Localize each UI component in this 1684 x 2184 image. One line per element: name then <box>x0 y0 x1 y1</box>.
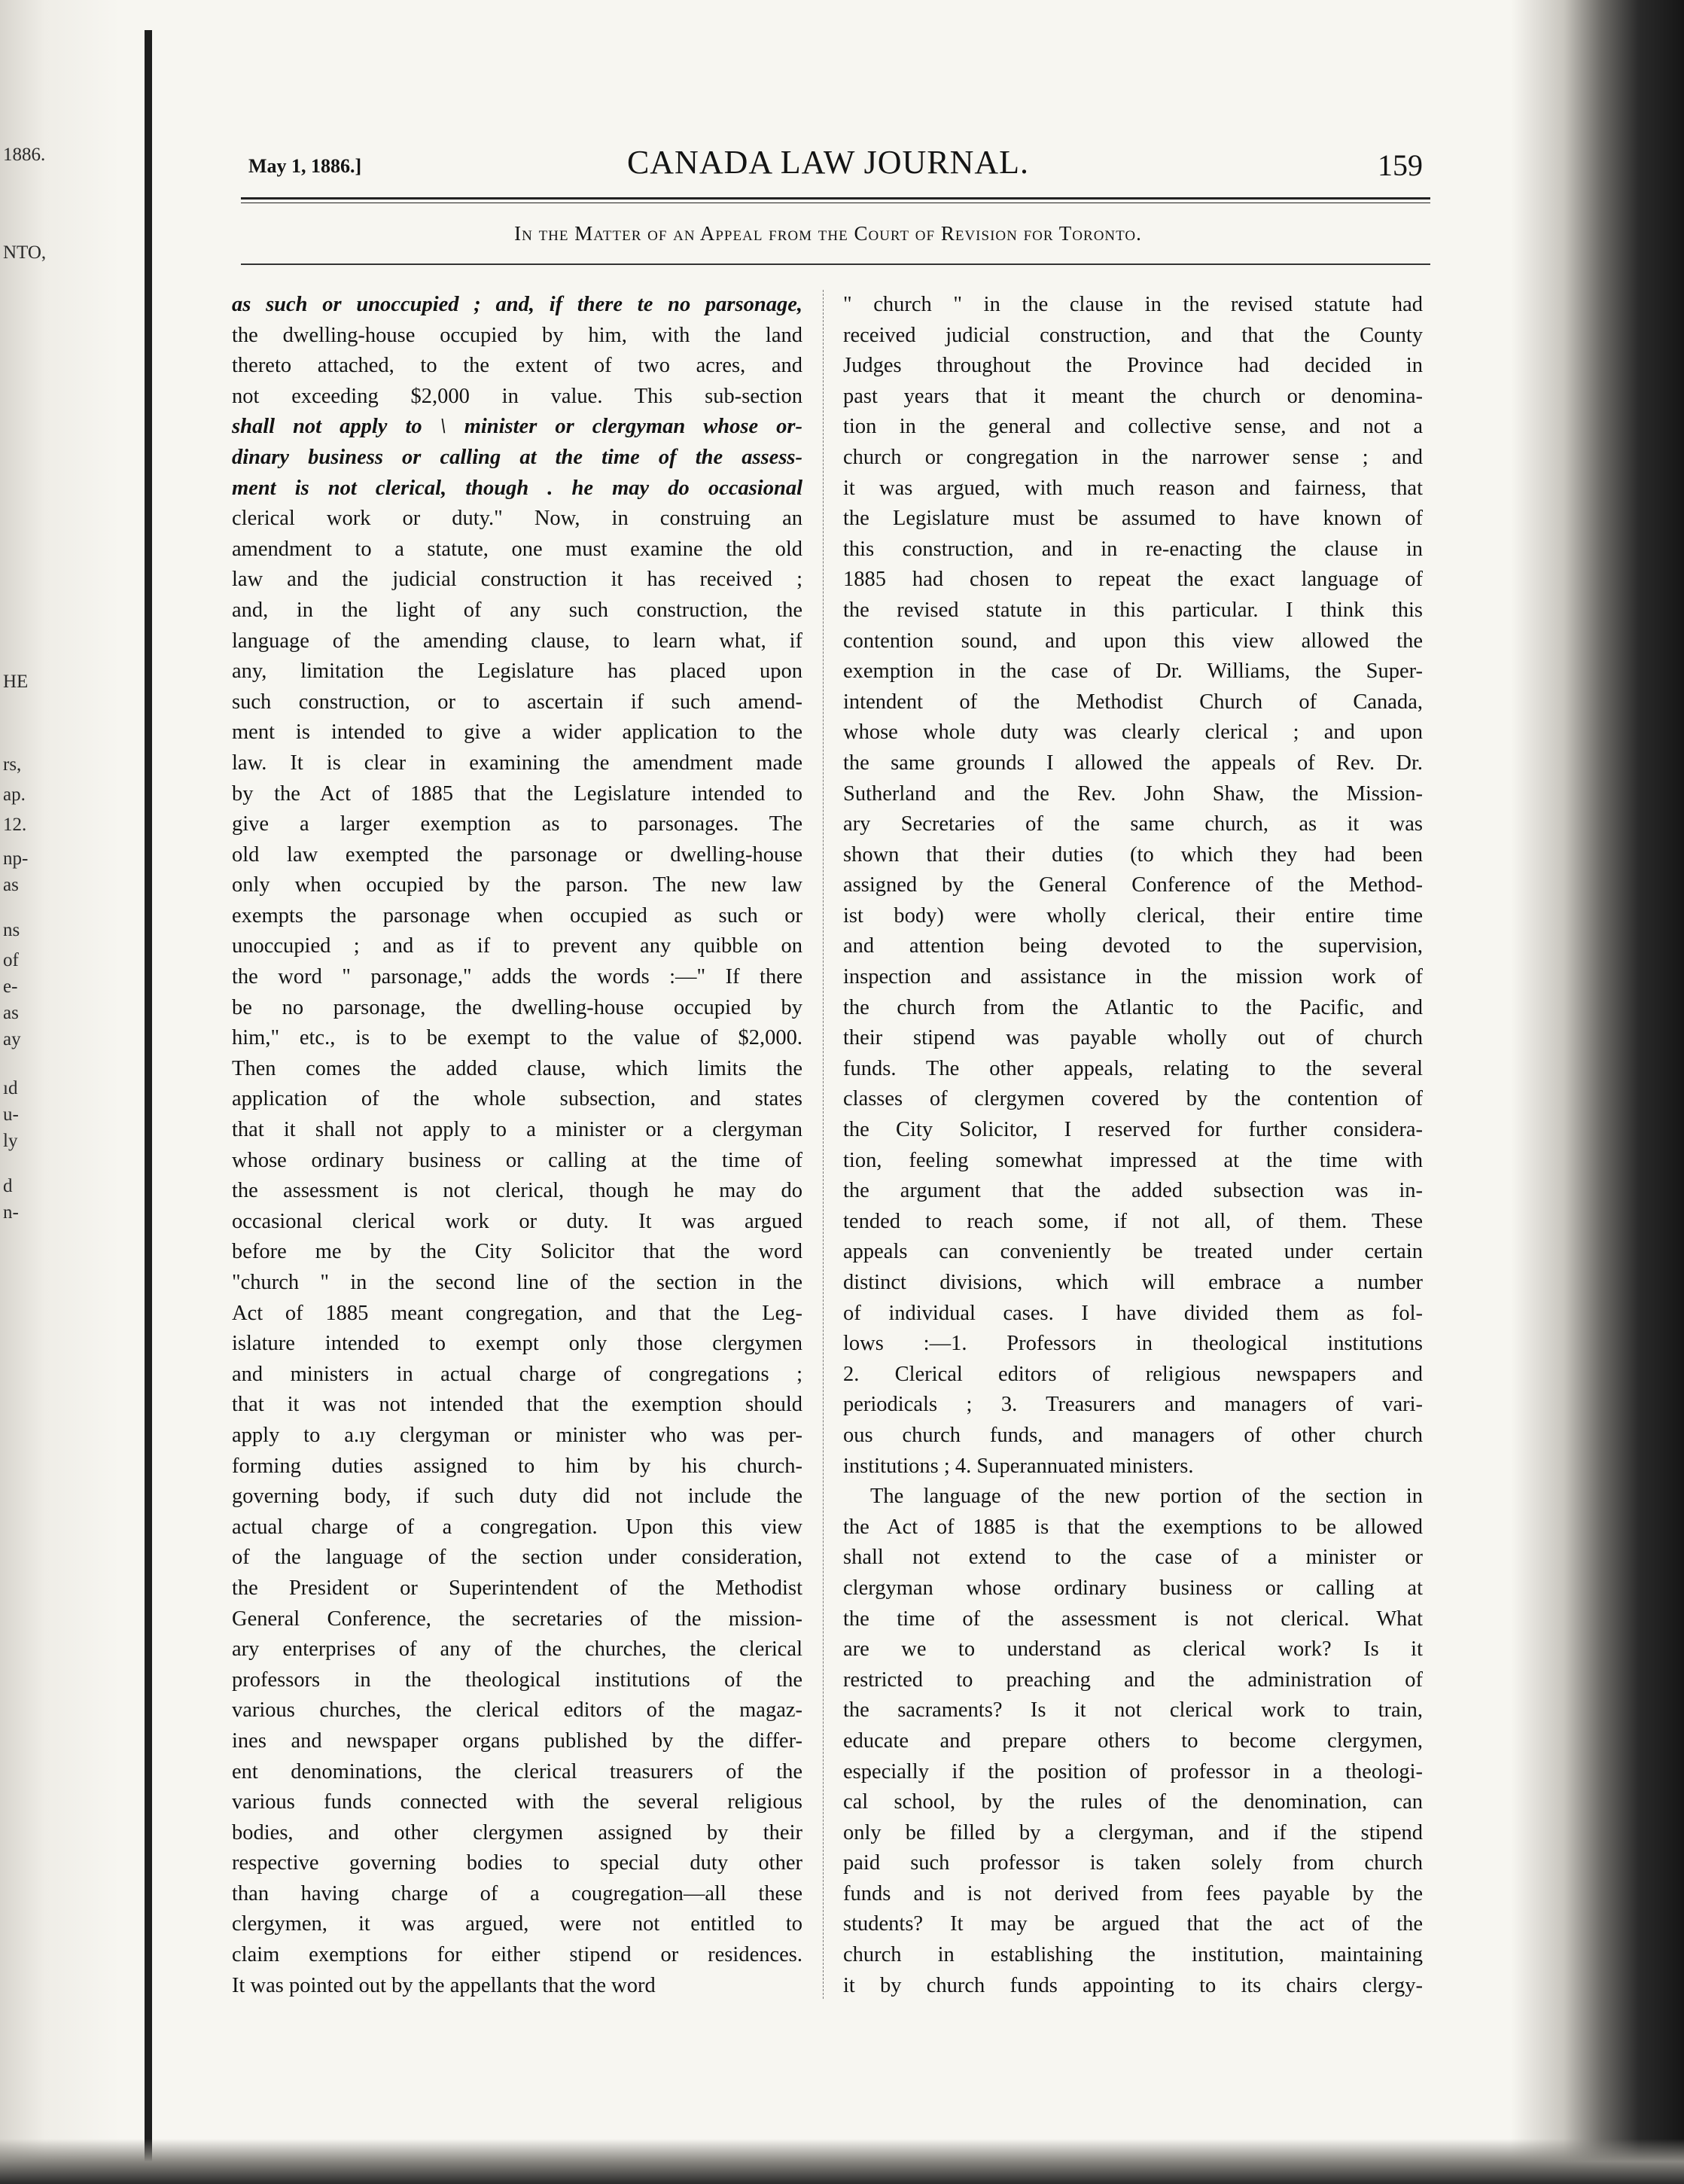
text-line: the word " parsonage," adds the words :—" If there <box>232 965 802 989</box>
text-line: students? It may be argued that the act of the <box>843 1912 1423 1936</box>
text-line: clergyman whose ordinary business or calling at <box>843 1576 1423 1600</box>
text-line: clergymen, it was argued, were not entitled to <box>232 1912 802 1936</box>
margin-fragment: ay <box>3 1029 21 1049</box>
text-line: clerical work or duty." Now, in construing an <box>232 507 802 531</box>
text-line: " church " in the clause in the revised statute had <box>843 293 1423 316</box>
text-line: that it shall not apply to a minister or a clergyman <box>232 1118 802 1142</box>
text-line: dinary business or calling at the time of the assess- <box>232 445 802 469</box>
text-line: the revised statute in this particular. I think this <box>843 598 1423 622</box>
case-title: In the Matter of an Appeal from the Court of Revision for Toronto. <box>514 222 1142 245</box>
text-line: exemption in the case of Dr. Williams, the Super- <box>843 659 1423 684</box>
text-line: governing body, if such duty did not include the <box>232 1485 802 1509</box>
margin-fragment: as <box>3 875 19 895</box>
text-line: received judicial construction, and that the County <box>843 323 1423 347</box>
binding-edge <box>145 30 152 2168</box>
text-line: General Conference, the secretaries of the mission- <box>232 1607 802 1631</box>
journal-title: CANADA LAW JOURNAL. <box>626 144 1030 181</box>
text-line: actual charge of a congregation. Upon this view <box>232 1515 802 1539</box>
text-line: that it was not intended that the exemption should <box>232 1393 802 1417</box>
text-line: claim exemptions for either stipend or residences. <box>232 1943 802 1967</box>
text-line: respective governing bodies to special duty other <box>232 1851 802 1875</box>
text-line: cal school, by the rules of the denomination, can <box>843 1790 1423 1814</box>
right-page-shadow <box>1511 0 1684 2184</box>
text-line: shall not extend to the case of a minister or <box>843 1546 1423 1570</box>
text-line: it by church funds appointing to its chairs clergy- <box>843 1973 1423 1997</box>
text-line: ment is intended to give a wider application to the <box>232 720 802 745</box>
text-line: inspection and assistance in the mission work of <box>843 965 1423 989</box>
text-line: restricted to preaching and the administration of <box>843 1668 1423 1692</box>
text-line: only be filled by a clergyman, and if the stipend <box>843 1820 1423 1844</box>
text-line: the time of the assessment is not clerical. What <box>843 1607 1423 1631</box>
text-line: the dwelling-house occupied by him, with the land <box>232 323 802 347</box>
text-line: It was pointed out by the appellants that the word <box>232 1973 656 1997</box>
text-line: ist body) were wholly clerical, their entire time <box>843 903 1423 928</box>
bottom-page-shadow <box>0 2139 1684 2184</box>
text-line: the argument that the added subsection was in- <box>843 1179 1423 1203</box>
text-line: it was argued, with much reason and fairness, that <box>843 476 1423 500</box>
text-line: the Legislature must be assumed to have known of <box>843 507 1423 531</box>
text-line: as such or unoccupied ; and, if there te no parsonage, <box>232 293 802 316</box>
text-line: the Act of 1885 is that the exemptions to be allowed <box>843 1515 1423 1539</box>
text-line: bodies, and other clergymen assigned by their <box>232 1820 802 1844</box>
margin-fragment: ap. <box>3 784 26 805</box>
text-line: forming duties assigned to him by his church- <box>232 1454 802 1478</box>
margin-fragment: n- <box>3 1202 19 1223</box>
text-line: Then comes the added clause, which limits the <box>232 1056 802 1080</box>
text-line: amendment to a statute, one must examine the old <box>232 537 802 561</box>
text-line: exempts the parsonage when occupied as such or <box>232 903 802 928</box>
page-number: 159 <box>1378 148 1423 182</box>
text-line: unoccupied ; and as if to prevent any quibble on <box>232 934 802 958</box>
text-line: be no parsonage, the dwelling-house occupied by <box>232 995 802 1019</box>
text-line: contention sound, and upon this view allowed the <box>843 629 1423 653</box>
text-line: law. It is clear in examining the amendment made <box>232 751 802 775</box>
margin-fragment: HE <box>3 672 29 692</box>
text-line: funds and is not derived from fees payable by the <box>843 1881 1423 1905</box>
text-line: apply to a.ıy clergyman or minister who was per- <box>232 1423 802 1447</box>
text-line: ary Secretaries of the same church, as it was <box>843 812 1423 836</box>
text-line: Judges throughout the Province had decided in <box>843 354 1423 378</box>
text-line: Sutherland and the Rev. John Shaw, the Mission- <box>843 781 1423 806</box>
text-line: old law exempted the parsonage or dwelling-house <box>232 842 802 867</box>
margin-fragment: ns <box>3 920 20 940</box>
margin-fragment: 1886. <box>3 145 46 165</box>
text-line: various funds connected with the several religious <box>232 1790 802 1814</box>
running-head <box>226 143 1430 188</box>
text-line: ous church funds, and managers of other church <box>843 1423 1423 1447</box>
text-line: whose whole duty was clearly clerical ; and upon <box>843 720 1423 745</box>
margin-fragment: u- <box>3 1104 19 1125</box>
text-line: than having charge of a cougregation—all these <box>232 1881 802 1905</box>
text-line: funds. The other appeals, relating to the several <box>843 1056 1423 1080</box>
text-line: lows :—1. Professors in theological institutions <box>843 1332 1423 1356</box>
text-line: tended to reach some, if not all, of them. These <box>843 1209 1423 1233</box>
right-column <box>843 290 1423 2014</box>
margin-fragment: as <box>3 1003 19 1023</box>
text-line: educate and prepare others to become clergymen, <box>843 1729 1423 1753</box>
text-line: by the Act of 1885 that the Legislature intended to <box>232 781 802 806</box>
text-line: shown that their duties (to which they had been <box>843 842 1423 867</box>
text-line: ent denominations, the clerical treasurers of the <box>232 1759 802 1783</box>
text-line: church or congregation in the narrower sense ; and <box>843 445 1423 469</box>
text-line: various churches, the clerical editors of the magaz- <box>232 1698 802 1723</box>
text-line: 1885 had chosen to repeat the exact language of <box>843 568 1423 592</box>
text-line: any, limitation the Legislature has placed upon <box>232 659 802 684</box>
text-line: institutions ; 4. Superannuated ministers. <box>843 1454 1194 1478</box>
text-line: paid such professor is taken solely from church <box>843 1851 1423 1875</box>
margin-fragment: rs, <box>3 754 22 775</box>
text-line: the church from the Atlantic to the Pacific, and <box>843 995 1423 1019</box>
text-line: and attention being devoted to the supervision, <box>843 934 1423 958</box>
text-line: whose ordinary business or calling at the time of <box>232 1148 802 1172</box>
text-line: ment is not clerical, though . he may do occasional <box>232 476 802 500</box>
margin-fragment: of <box>3 950 19 970</box>
text-line: and, in the light of any such construction, the <box>232 598 802 622</box>
text-line: and ministers in actual charge of congregations ; <box>232 1362 802 1386</box>
text-line: Act of 1885 meant congregation, and that the Leg- <box>232 1301 802 1325</box>
margin-fragment: 12. <box>3 815 27 835</box>
text-line: the assessment is not clerical, though he may do <box>232 1179 802 1203</box>
text-line: such construction, or to ascertain if such amend- <box>232 690 802 714</box>
text-line: occasional clerical work or duty. It was argued <box>232 1209 802 1233</box>
text-line: 2. Clerical editors of religious newspapers and <box>843 1362 1423 1386</box>
text-line: especially if the position of professor in a theologi- <box>843 1759 1423 1783</box>
margin-fragment: ly <box>3 1131 18 1151</box>
text-line: The language of the new portion of the section in <box>870 1485 1423 1509</box>
text-line: distinct divisions, which will embrace a number <box>843 1271 1423 1294</box>
margin-fragment: ıd <box>3 1078 18 1098</box>
text-line: the President or Superintendent of the Methodist <box>232 1576 802 1600</box>
text-line: application of the whole subsection, and states <box>232 1087 802 1111</box>
text-line: are we to understand as clerical work? Is it <box>843 1637 1423 1662</box>
text-line: church in establishing the institution, maintaining <box>843 1943 1423 1967</box>
text-line: classes of clergymen covered by the contention of <box>843 1087 1423 1111</box>
text-line: him," etc., is to be exempt to the value of $2,000. <box>232 1026 802 1050</box>
margin-fragment: NTO, <box>3 242 47 263</box>
text-line: past years that it meant the church or denomina- <box>843 384 1423 408</box>
text-line: of individual cases. I have divided them as fol- <box>843 1301 1423 1325</box>
text-line: assigned by the General Conference of the Method- <box>843 873 1423 897</box>
text-line: intendent of the Methodist Church of Canada, <box>843 690 1423 714</box>
margin-fragment: np- <box>3 848 29 869</box>
text-line: the City Solicitor, I reserved for further considera- <box>843 1118 1423 1142</box>
text-line: professors in the theological institutions of the <box>232 1668 802 1692</box>
text-line: ines and newspaper organs published by the differ- <box>232 1729 802 1753</box>
adjacent-page-fragments <box>3 143 93 1272</box>
text-line: law and the judicial construction it has received ; <box>232 568 802 592</box>
text-line: tion, feeling somewhat impressed at the time with <box>843 1148 1423 1172</box>
left-column <box>232 290 802 2014</box>
text-line: give a larger exemption as to parsonages. The <box>232 812 802 836</box>
text-line: ary enterprises of any of the churches, the clerical <box>232 1637 802 1662</box>
issue-date: May 1, 1886.] <box>248 155 362 177</box>
text-line: of the language of the section under consideration, <box>232 1546 802 1570</box>
text-line: "church " in the second line of the section in the <box>232 1271 802 1294</box>
text-line: their stipend was payable wholly out of church <box>843 1026 1423 1050</box>
text-line: thereto attached, to the extent of two acres, and <box>232 354 802 378</box>
text-line: the sacraments? Is it not clerical work to train, <box>843 1698 1423 1723</box>
text-line: only when occupied by the parson. The new law <box>232 873 802 897</box>
text-line: islature intended to exempt only those clergymen <box>232 1332 802 1356</box>
text-line: the same grounds I allowed the appeals of Rev. Dr. <box>843 751 1423 775</box>
margin-fragment: e- <box>3 976 18 997</box>
text-line: this construction, and in re-enacting the clause in <box>843 537 1423 561</box>
margin-fragment: d <box>3 1176 13 1196</box>
text-line: periodicals ; 3. Treasurers and managers of vari- <box>843 1393 1423 1417</box>
text-line: not exceeding $2,000 in value. This sub-section <box>232 384 802 408</box>
text-line: appeals can conveniently be treated under certain <box>843 1240 1423 1264</box>
text-line: language of the amending clause, to learn what, if <box>232 629 802 653</box>
case-title-rule <box>241 263 1430 265</box>
text-line: tion in the general and collective sense, and not a <box>843 415 1423 439</box>
text-line: before me by the City Solicitor that the word <box>232 1240 802 1264</box>
header-rule <box>241 197 1430 203</box>
text-line: shall not apply to \ minister or clergyman whose or- <box>232 415 802 439</box>
column-divider <box>823 290 824 1999</box>
